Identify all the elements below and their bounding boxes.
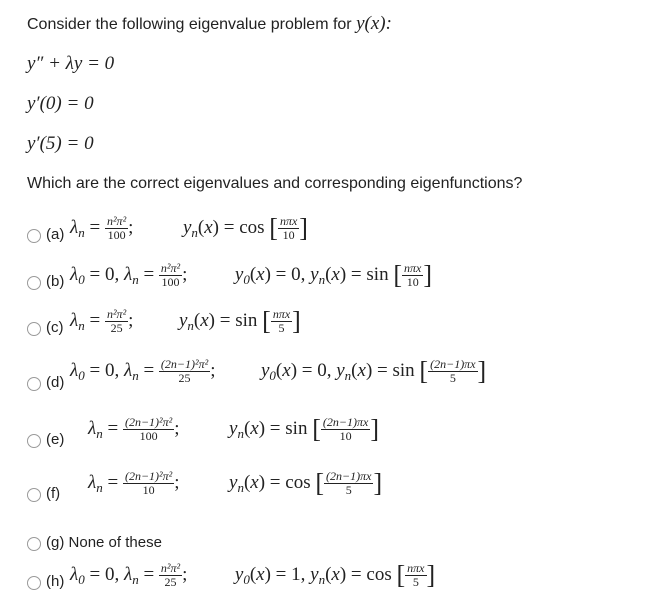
option-e-label[interactable]: (e) (46, 431, 65, 448)
option-f-lambda-num: (2n−1)²π² (124, 469, 173, 483)
option-h-arg-den: 5 (412, 575, 419, 589)
option-a-label[interactable]: (a) (46, 226, 65, 243)
option-h-arg-num: nπx (407, 561, 425, 575)
option-e-arg-den: 10 (339, 429, 352, 443)
intro-variable: y(x): (356, 13, 392, 34)
option-h-lambda-num: n²π² (160, 561, 181, 575)
option-c-radio[interactable] (27, 322, 41, 336)
option-d-radio[interactable] (27, 377, 41, 391)
option-f-math: $\lambda_n$ = $\frac{\text{(2n−1)²π²}}{10}$ ; $y_n(x) = \cos$ [ $\frac{(2n-1)\pi x}{5}$ ] (88, 468, 383, 498)
option-c-label[interactable]: (c) (46, 319, 64, 336)
equation-bc-right: y′(5) = 0 (27, 133, 94, 154)
option-d-lambda-den: 25 (178, 371, 191, 385)
option-a-arg-den: 10 (282, 228, 295, 242)
option-b-lambda-den: 100 (161, 275, 180, 289)
option-d-y0: 0 (317, 359, 327, 381)
option-d-func: sin (392, 359, 415, 381)
option-a-lambda-num: n²π² (106, 214, 127, 228)
option-a-lambda-den: 100 (107, 228, 126, 242)
option-c-lambda-den: 25 (110, 321, 123, 335)
option-d-arg-num: (2n−1)πx (430, 357, 476, 371)
option-h-radio[interactable] (27, 576, 41, 590)
option-a-math: $\lambda_n$ = $\frac{\text{n²π²}}{100}$ ; $y_n(x) = \cos$ [ $\frac{\text{nπx}}{10}$ ] (70, 213, 308, 243)
option-d-label[interactable]: (d) (46, 374, 65, 391)
option-b-func: sin (366, 263, 389, 285)
option-c-arg-den: 5 (278, 321, 285, 335)
question-prompt: Which are the correct eigenvalues and corresponding eigenfunctions? (27, 175, 523, 192)
option-e-arg-num: (2n−1)πx (322, 415, 369, 429)
option-e-radio[interactable] (27, 434, 41, 448)
option-f-radio[interactable] (27, 488, 41, 502)
option-c-lambda-num: n²π² (106, 307, 127, 321)
option-d-lambda-num: (2n−1)²π² (160, 357, 209, 371)
equation-ode: y″ + λy = 0 (27, 53, 115, 74)
intro-sentence: Consider the following eigenvalue problem for (27, 16, 352, 33)
option-b-radio[interactable] (27, 276, 41, 290)
option-h-math: $\lambda_0 = 0$, $\lambda_n$ = $\frac{\text{n²π²}}{25}$ ; $y_0(x) = 1$, $y_n(x) = \cos$ [ $\frac{\text{nπx}}{5}$ ] (70, 560, 436, 590)
option-g-radio[interactable] (27, 537, 41, 551)
option-g-letter: (g) (46, 534, 65, 551)
option-h-y0: 1 (291, 563, 301, 585)
option-b-lambda-num: n²π² (160, 261, 181, 275)
option-c-func: sin (235, 309, 258, 331)
option-h-func: cos (366, 563, 392, 585)
option-f-arg-den: 5 (345, 483, 352, 497)
option-f-func: cos (285, 471, 311, 493)
option-a-arg-num: nπx (279, 214, 298, 228)
option-b-arg-den: 10 (406, 275, 419, 289)
option-e-lambda-num: (2n−1)²π² (124, 415, 173, 429)
option-h-lambda-den: 25 (164, 575, 177, 589)
intro-text (27, 13, 392, 35)
option-c-math: $\lambda_n$ = $\frac{\text{n²π²}}{25}$ ; $y_n(x) = \sin$ [ $\frac{\text{nπx}}{5}$ ] (70, 306, 301, 336)
option-b-math: $\lambda_0 = 0$, $\lambda_n$ = $\frac{\text{n²π²}}{100}$ ; $y_0(x) = 0$, $y_n(x) = \sin$ [ $\frac{\text{nπx}}{10}$ ] (70, 260, 433, 290)
option-a-radio[interactable] (27, 229, 41, 243)
option-d-math: $\lambda_0 = 0$, $\lambda_n$ = $\frac{\text{(2n−1)²π²}}{25}$ ; $y_0(x) = 0$, $y_n(x) = \sin$ [ $\frac{(2n-1)\pi x}{5}$ ] (70, 356, 487, 386)
option-f-label[interactable]: (f) (46, 485, 61, 502)
option-b-arg-num: nπx (404, 261, 422, 275)
option-f-lambda-den: 10 (142, 483, 155, 497)
option-c-arg-num: nπx (272, 307, 291, 321)
option-g-label[interactable] (46, 534, 162, 551)
option-f-arg-num: (2n−1)πx (326, 469, 372, 483)
equation-bc-left: y′(0) = 0 (27, 93, 94, 114)
option-b-y0: 0 (291, 263, 301, 285)
option-e-func: sin (285, 417, 308, 439)
option-e-math: $\lambda_n$ = $\frac{\text{(2n−1)²π²}}{100}$ ; $y_n(x) = \sin$ [ $\frac{(2n-1)\pi x}{10}$ ] (88, 414, 379, 444)
option-b-label[interactable]: (b) (46, 273, 65, 290)
option-h-label[interactable]: (h) (46, 573, 65, 590)
option-d-arg-den: 5 (449, 371, 456, 385)
option-e-lambda-den: 100 (139, 429, 158, 443)
option-g-text: None of these (68, 534, 162, 551)
option-a-func: cos (239, 216, 265, 238)
